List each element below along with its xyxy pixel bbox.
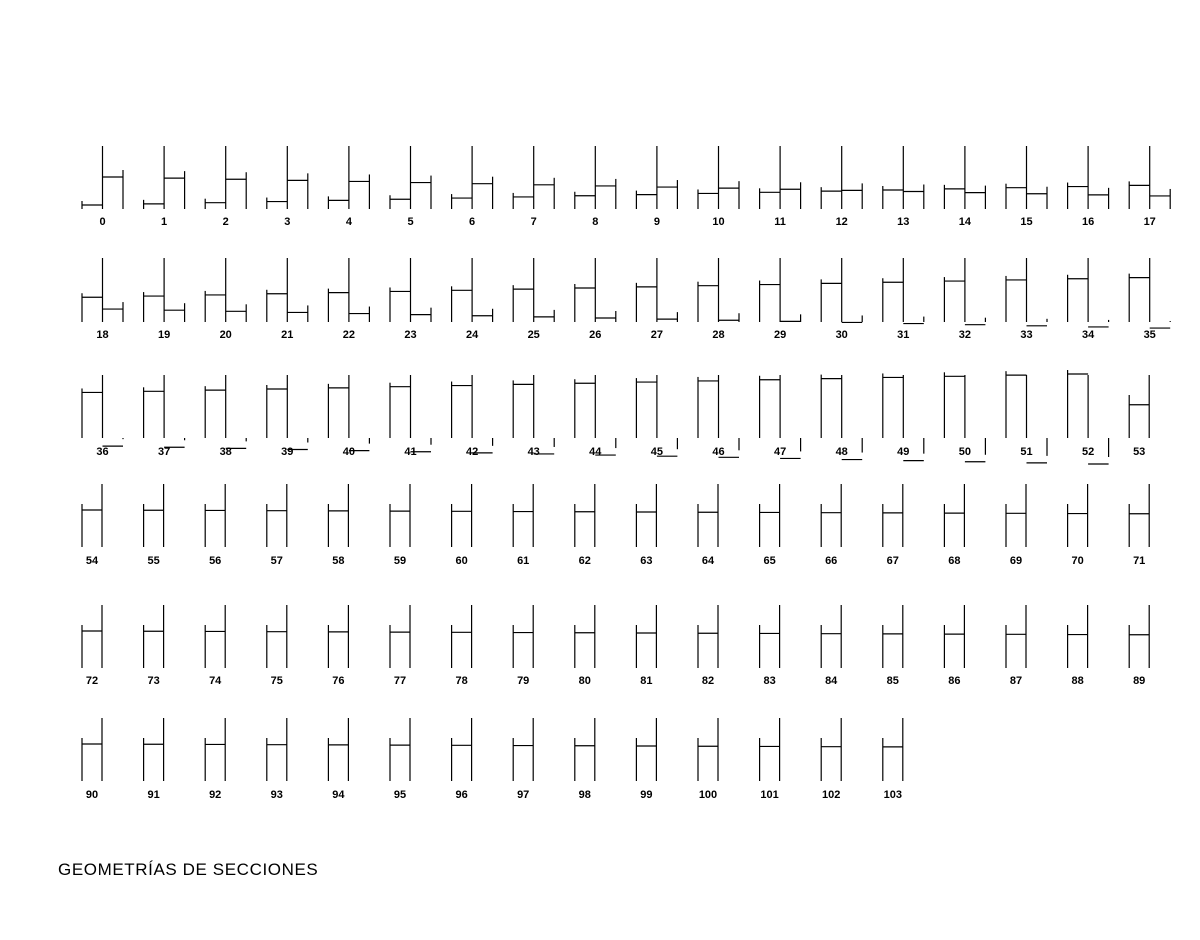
section-label: 71 [1133,555,1146,567]
section-label: 63 [640,555,653,567]
section-label: 40 [342,446,356,458]
section-label: 25 [527,329,540,341]
section-56 [205,484,225,567]
section-label: 97 [517,789,530,801]
section-4 [328,146,369,228]
section-45 [636,375,677,458]
section-label: 51 [1020,446,1033,458]
section-42 [452,375,493,458]
section-16 [1068,146,1109,228]
section-label: 27 [650,329,664,341]
section-label: 29 [773,329,787,341]
section-label: 102 [822,789,841,801]
section-label: 48 [835,446,848,458]
section-label: 10 [712,216,725,228]
section-49 [883,373,924,460]
section-label: 77 [393,675,407,687]
section-label: 39 [281,446,294,458]
section-label: 94 [332,789,345,801]
section-label: 43 [527,446,540,458]
section-80 [575,605,595,687]
section-label: 91 [147,789,160,801]
section-label: 100 [698,789,718,801]
section-label: 74 [209,675,222,687]
section-label: 28 [712,329,725,341]
section-97 [513,718,533,801]
section-label: 88 [1071,675,1084,687]
section-label: 12 [835,216,848,228]
section-47 [760,375,801,458]
section-52 [1068,370,1109,464]
section-83 [760,605,780,687]
section-label: 103 [883,789,902,801]
section-label: 13 [897,216,910,228]
section-label: 18 [96,329,109,341]
section-label: 58 [332,555,345,567]
section-101 [760,718,780,801]
section-61 [513,484,533,567]
section-3 [267,146,308,228]
section-label: 49 [897,446,910,458]
section-58 [328,484,348,567]
section-label: 87 [1009,675,1023,687]
section-90 [82,718,102,801]
section-label: 67 [886,555,899,567]
section-99 [636,718,656,801]
section-label: 34 [1081,329,1095,341]
section-label: 78 [455,675,468,687]
section-label: 90 [85,789,99,801]
section-27 [636,258,677,341]
section-35 [1129,258,1170,341]
section-label: 70 [1071,555,1084,567]
section-label: 45 [650,446,664,458]
section-label: 22 [342,329,356,341]
section-label: 3 [284,216,291,228]
section-label: 32 [958,329,972,341]
section-label: 24 [465,329,479,341]
section-label: 37 [157,446,171,458]
section-20 [205,258,246,341]
section-label: 61 [517,555,530,567]
section-96 [452,718,472,801]
section-label: 64 [701,555,715,567]
section-label: 38 [219,446,232,458]
section-92 [205,718,225,801]
section-label: 2 [222,216,229,228]
section-label: 33 [1020,329,1033,341]
section-73 [144,605,164,687]
section-11 [760,146,801,228]
section-label: 98 [578,789,591,801]
section-label: 19 [157,329,171,341]
section-70 [1068,484,1088,567]
section-label: 85 [886,675,899,687]
section-label: 57 [270,555,283,567]
section-26 [575,258,616,341]
section-label: 73 [147,675,160,687]
section-label: 76 [332,675,345,687]
section-102 [821,718,841,801]
section-12 [821,146,862,228]
section-label: 86 [948,675,961,687]
section-label: 47 [773,446,787,458]
section-22 [328,258,369,341]
section-78 [452,605,472,687]
section-71 [1129,484,1149,567]
section-1 [144,146,185,228]
section-68 [944,484,964,567]
section-72 [82,605,102,687]
section-6 [452,146,493,228]
section-label: 95 [393,789,407,801]
section-89 [1129,605,1149,687]
section-label: 9 [653,216,660,228]
section-label: 72 [85,675,99,687]
section-9 [636,146,677,228]
section-93 [267,718,287,801]
section-67 [883,484,903,567]
section-40 [328,375,369,458]
section-88 [1068,605,1088,687]
section-79 [513,605,533,687]
section-label: 15 [1020,216,1033,228]
section-14 [944,146,985,228]
section-label: 50 [958,446,972,458]
section-37 [144,375,185,458]
section-81 [636,605,656,687]
section-33 [1006,258,1047,341]
section-98 [575,718,595,801]
section-25 [513,258,554,341]
section-91 [144,718,164,801]
section-87 [1006,605,1026,687]
section-39 [267,375,308,458]
section-77 [390,605,410,687]
section-label: 84 [825,675,838,687]
section-59 [390,484,410,567]
section-29 [760,258,801,341]
section-label: 79 [517,675,530,687]
drawing-title: GEOMETRÍAS DE SECCIONES [58,860,319,879]
section-label: 53 [1133,446,1146,458]
section-label: 92 [209,789,222,801]
section-8 [575,146,616,228]
section-label: 93 [270,789,283,801]
section-2 [205,146,246,228]
section-75 [267,605,287,687]
section-36 [82,375,123,458]
section-94 [328,718,348,801]
section-label: 46 [712,446,725,458]
section-label: 54 [85,555,99,567]
section-label: 56 [209,555,222,567]
section-label: 96 [455,789,468,801]
section-label: 81 [640,675,653,687]
section-label: 11 [774,216,786,228]
section-10 [698,146,739,228]
section-label: 66 [825,555,838,567]
section-label: 17 [1143,216,1156,228]
section-57 [267,484,287,567]
section-label: 35 [1143,329,1156,341]
section-95 [390,718,410,801]
section-50 [944,372,985,461]
section-17 [1129,146,1170,228]
section-label: 5 [407,216,414,228]
section-62 [575,484,595,567]
section-100 [698,718,718,801]
section-23 [390,258,431,341]
section-label: 1 [161,216,168,228]
section-label: 83 [763,675,776,687]
section-64 [698,484,718,567]
section-19 [144,258,185,341]
section-60 [452,484,472,567]
section-label: 101 [760,789,779,801]
section-label: 30 [835,329,848,341]
section-28 [698,258,739,341]
section-66 [821,484,841,567]
section-13 [883,146,924,228]
section-103 [883,718,903,801]
section-24 [452,258,493,341]
section-label: 31 [897,329,910,341]
section-label: 99 [640,789,653,801]
section-label: 16 [1081,216,1095,228]
section-48 [821,375,862,460]
section-label: 89 [1133,675,1146,687]
section-label: 6 [469,216,476,228]
section-label: 7 [530,216,537,228]
section-53 [1129,375,1149,458]
section-38 [205,375,246,458]
section-32 [944,258,985,341]
section-label: 82 [701,675,715,687]
section-5 [390,146,431,228]
section-85 [883,605,903,687]
section-label: 23 [404,329,417,341]
section-0 [82,146,123,228]
section-label: 80 [578,675,591,687]
section-label: 62 [578,555,591,567]
section-label: 44 [589,446,602,458]
section-label: 36 [96,446,109,458]
section-43 [513,375,554,458]
section-55 [144,484,164,567]
section-label: 4 [345,216,352,228]
section-21 [267,258,308,341]
section-84 [821,605,841,687]
section-65 [760,484,780,567]
section-label: 26 [589,329,602,341]
section-54 [82,484,102,567]
section-label: 59 [393,555,407,567]
section-30 [821,258,862,341]
section-label: 0 [99,216,106,228]
section-label: 41 [404,446,417,458]
section-86 [944,605,964,687]
section-label: 65 [763,555,776,567]
section-label: 69 [1009,555,1023,567]
section-15 [1006,146,1047,228]
section-label: 21 [281,329,294,341]
section-label: 20 [219,329,232,341]
section-label: 14 [958,216,972,228]
section-76 [328,605,348,687]
section-46 [698,375,739,458]
section-69 [1006,484,1026,567]
section-51 [1006,371,1047,463]
section-82 [698,605,718,687]
section-label: 52 [1081,446,1095,458]
section-label: 8 [592,216,599,228]
section-31 [883,258,924,341]
section-18 [82,258,123,341]
section-41 [390,375,431,458]
section-label: 75 [270,675,283,687]
section-34 [1068,258,1109,341]
section-74 [205,605,225,687]
section-label: 55 [147,555,160,567]
section-label: 60 [455,555,468,567]
section-44 [575,375,616,458]
section-63 [636,484,656,567]
section-label: 68 [948,555,961,567]
section-label: 42 [465,446,479,458]
section-7 [513,146,554,228]
